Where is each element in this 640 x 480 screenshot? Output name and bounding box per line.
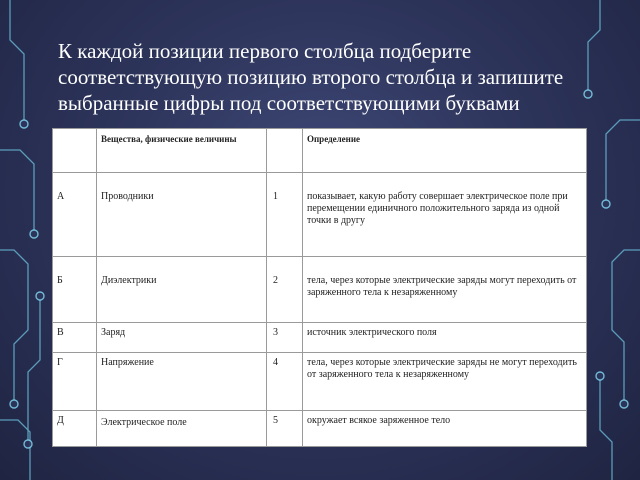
header-empty-cell: [53, 129, 97, 173]
row-letter: В: [53, 323, 97, 353]
circuit-node: [596, 372, 604, 380]
row-number: 4: [267, 353, 303, 411]
circuit-trace: [600, 380, 612, 480]
matching-table: [52, 128, 587, 447]
table-row: [53, 323, 587, 353]
circuit-node: [620, 400, 628, 408]
row-number: 5: [267, 411, 303, 447]
circuit-trace: [606, 120, 640, 200]
row-letter: А: [53, 173, 97, 257]
row-definition: тела, через которые электрические заряды не могут переходить от заряженного тела к незаряженному: [303, 353, 587, 411]
row-number: 1: [267, 173, 303, 257]
circuit-node: [36, 292, 44, 300]
circuit-node: [20, 120, 28, 128]
circuit-node: [30, 230, 38, 238]
circuit-trace: [0, 150, 34, 230]
circuit-trace: [0, 250, 28, 400]
circuit-trace: [612, 250, 640, 400]
row-term: Заряд: [97, 323, 267, 353]
table-row: [53, 353, 587, 411]
table-header-row: [53, 129, 587, 173]
row-term: Проводники: [97, 173, 267, 257]
row-number: 2: [267, 257, 303, 323]
header-right: Определение: [303, 129, 587, 173]
table-row: [53, 257, 587, 323]
table-row: [53, 173, 587, 257]
circuit-node: [602, 200, 610, 208]
header-left: Вещества, физические величины: [97, 129, 267, 173]
row-letter: Г: [53, 353, 97, 411]
row-definition: источник электрического поля: [303, 323, 587, 353]
circuit-node: [24, 440, 32, 448]
header-empty-cell: [267, 129, 303, 173]
row-term: Электрическое поле: [97, 411, 267, 447]
row-letter: Д: [53, 411, 97, 447]
circuit-trace: [0, 420, 30, 480]
matching-table-container: [52, 128, 586, 446]
circuit-trace: [10, 0, 24, 120]
row-number: 3: [267, 323, 303, 353]
row-definition: показывает, какую работу совершает электрическое поле при перемещении единичного положительного заряда из одной точки в другу: [303, 173, 587, 257]
circuit-node: [10, 400, 18, 408]
circuit-trace: [28, 300, 40, 440]
row-term: Диэлектрики: [97, 257, 267, 323]
task-heading: К каждой позиции первого столбца подберите соответствующую позицию второго столбца и запишите выбранные цифры под соответствующими буквами: [58, 39, 564, 115]
row-letter: Б: [53, 257, 97, 323]
row-term: Напряжение: [97, 353, 267, 411]
table-row: [53, 411, 587, 447]
row-definition: тела, через которые электрические заряды могут переходить от заряженного тела к незаряженному: [303, 257, 587, 323]
row-definition: окружает всякое заряженное тело: [303, 411, 587, 447]
